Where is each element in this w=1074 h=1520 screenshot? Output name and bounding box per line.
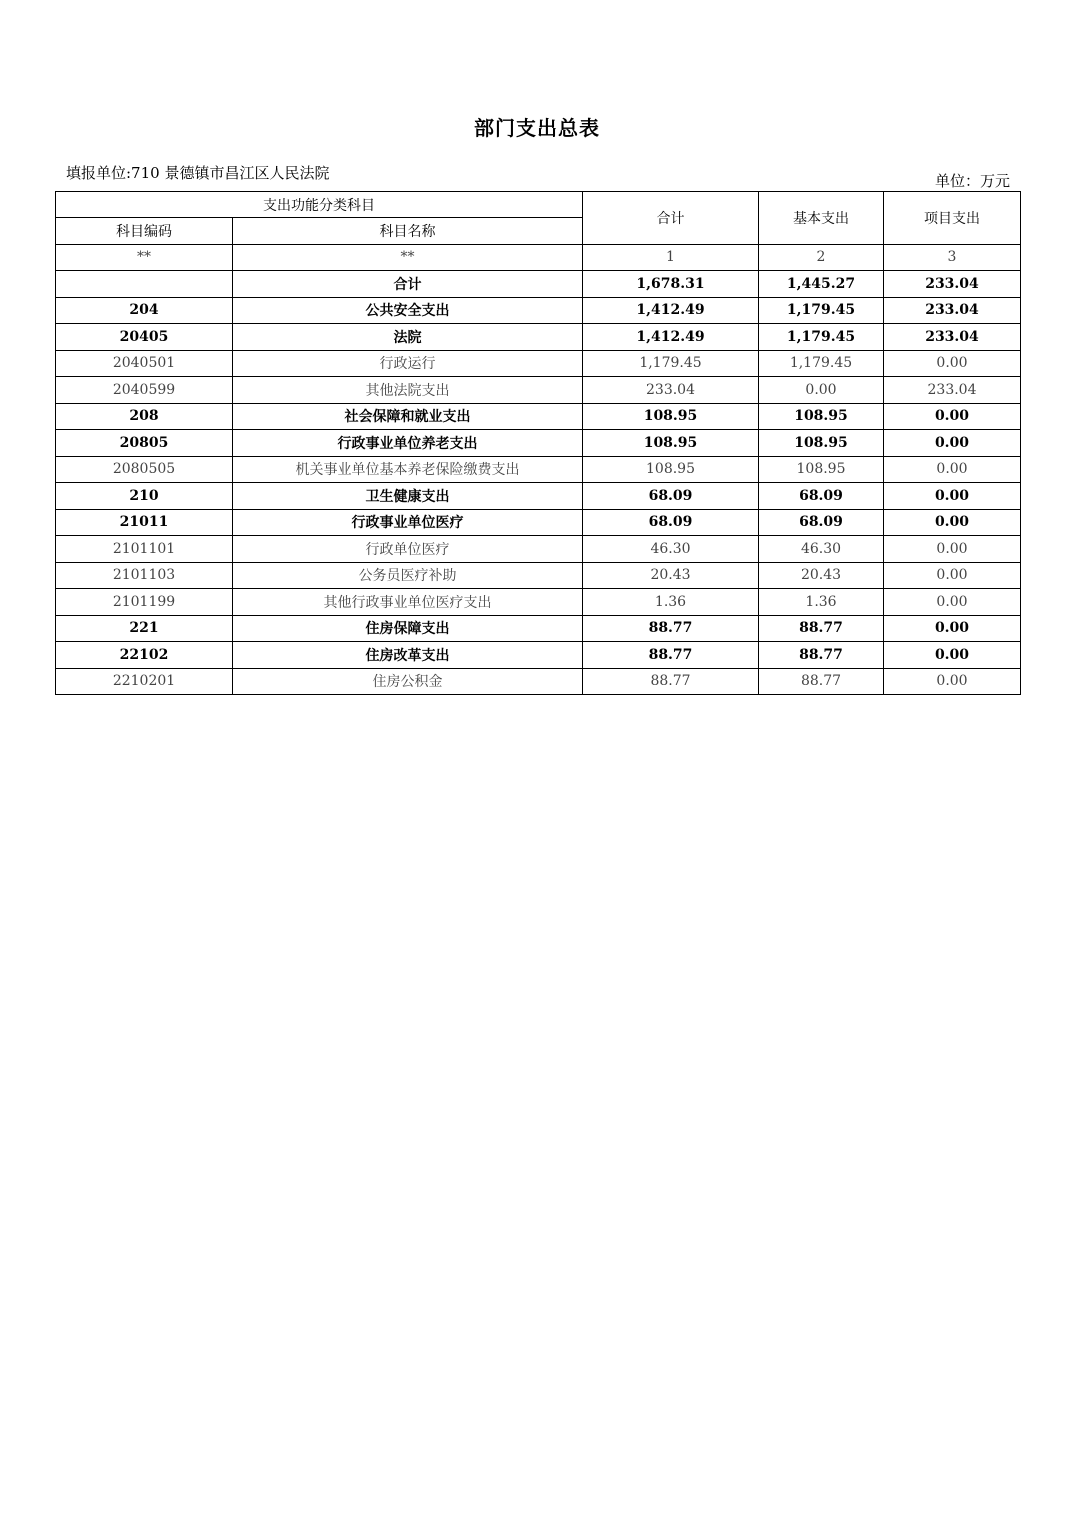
filler-unit: 填报单位:710 景德镇市昌江区人民法院 [66,164,330,182]
table-row [56,377,1021,404]
cell-name: 公共安全支出 [233,297,583,324]
cell-code: 204 [56,297,233,324]
cell-name: 其他法院支出 [233,377,583,404]
cell-basic: 1,179.45 [759,297,884,324]
cell-name: 合计 [233,271,583,298]
cell-code: 2040501 [56,350,233,377]
cell-basic: 108.95 [759,456,884,483]
cell-code: 20405 [56,324,233,351]
cell-basic: 88.77 [759,615,884,642]
cell-project: 0.00 [884,536,1021,563]
cell-project: 233.04 [884,324,1021,351]
header-total: 合计 [583,192,759,245]
cell-project: 0.00 [884,509,1021,536]
cell-name: 其他行政事业单位医疗支出 [233,589,583,616]
cell-basic: 68.09 [759,509,884,536]
cell-project: 0.00 [884,350,1021,377]
cell-project: 0.00 [884,589,1021,616]
cell-code: 221 [56,615,233,642]
table-row [56,350,1021,377]
cell-basic: 108.95 [759,403,884,430]
cell-name: 住房公积金 [233,668,583,695]
cell-name: 行政事业单位医疗 [233,509,583,536]
cell-name: 机关事业单位基本养老保险缴费支出 [233,456,583,483]
cell-code: 20805 [56,430,233,457]
cell-code: 208 [56,403,233,430]
cell-name: 行政事业单位养老支出 [233,430,583,457]
cell-code: 2101199 [56,589,233,616]
header-function-category: 支出功能分类科目 [56,192,583,218]
cell-project: 0.00 [884,562,1021,589]
cell-basic: 0.00 [759,377,884,404]
cell-basic: 46.30 [759,536,884,563]
cell-total: 1,179.45 [583,350,759,377]
table-row [56,271,1021,298]
cell-name: 住房改革支出 [233,642,583,669]
page-title: 部门支出总表 [474,116,600,140]
cell-code: 2101103 [56,562,233,589]
table-row [56,642,1021,669]
index-row [56,244,1021,271]
measure-unit: 单位：万元 [934,172,1010,190]
cell-project: 0.00 [884,456,1021,483]
cell-project: 0.00 [884,430,1021,457]
cell-total: 68.09 [583,509,759,536]
cell-project: 0.00 [884,403,1021,430]
cell-basic: 88.77 [759,642,884,669]
cell-name: 法院 [233,324,583,351]
cell-code: 2101101 [56,536,233,563]
table-row [56,403,1021,430]
table-row [56,509,1021,536]
table-row [56,483,1021,510]
table-row [56,668,1021,695]
cell-total: 88.77 [583,615,759,642]
header-basic: 基本支出 [759,192,884,245]
cell-name: 行政运行 [233,350,583,377]
cell-project: 0.00 [884,483,1021,510]
table-row [56,297,1021,324]
cell-total: 20.43 [583,562,759,589]
index-cell: ** [233,244,583,271]
cell-name: 卫生健康支出 [233,483,583,510]
cell-code: 21011 [56,509,233,536]
cell-basic: 1,179.45 [759,324,884,351]
expenditure-summary-table [55,191,1021,695]
cell-total: 108.95 [583,430,759,457]
table-body [56,271,1021,695]
cell-total: 233.04 [583,377,759,404]
cell-project: 233.04 [884,297,1021,324]
table-row [56,456,1021,483]
cell-code: 2080505 [56,456,233,483]
index-cell: 2 [759,244,884,271]
cell-name: 住房保障支出 [233,615,583,642]
header-row-group [56,192,1021,218]
cell-project: 0.00 [884,668,1021,695]
cell-total: 1,678.31 [583,271,759,298]
table-row [56,562,1021,589]
cell-total: 1.36 [583,589,759,616]
cell-project: 233.04 [884,271,1021,298]
cell-basic: 68.09 [759,483,884,510]
cell-total: 108.95 [583,403,759,430]
index-cell: 1 [583,244,759,271]
table-row [56,536,1021,563]
cell-total: 1,412.49 [583,297,759,324]
table-row [56,615,1021,642]
table-row [56,324,1021,351]
header-project: 项目支出 [884,192,1021,245]
cell-total: 68.09 [583,483,759,510]
cell-basic: 1.36 [759,589,884,616]
cell-basic: 1,445.27 [759,271,884,298]
cell-total: 88.77 [583,642,759,669]
cell-name: 公务员医疗补助 [233,562,583,589]
cell-basic: 108.95 [759,430,884,457]
header-name: 科目名称 [233,218,583,245]
cell-basic: 20.43 [759,562,884,589]
cell-code [56,271,233,298]
table-row [56,430,1021,457]
table-row [56,589,1021,616]
cell-code: 2040599 [56,377,233,404]
cell-basic: 88.77 [759,668,884,695]
cell-code: 2210201 [56,668,233,695]
index-cell: ** [56,244,233,271]
cell-basic: 1,179.45 [759,350,884,377]
cell-total: 46.30 [583,536,759,563]
cell-name: 行政单位医疗 [233,536,583,563]
cell-name: 社会保障和就业支出 [233,403,583,430]
cell-total: 108.95 [583,456,759,483]
header-code: 科目编码 [56,218,233,245]
cell-project: 233.04 [884,377,1021,404]
index-cell: 3 [884,244,1021,271]
cell-code: 210 [56,483,233,510]
cell-project: 0.00 [884,642,1021,669]
cell-total: 1,412.49 [583,324,759,351]
cell-total: 88.77 [583,668,759,695]
cell-code: 22102 [56,642,233,669]
cell-project: 0.00 [884,615,1021,642]
